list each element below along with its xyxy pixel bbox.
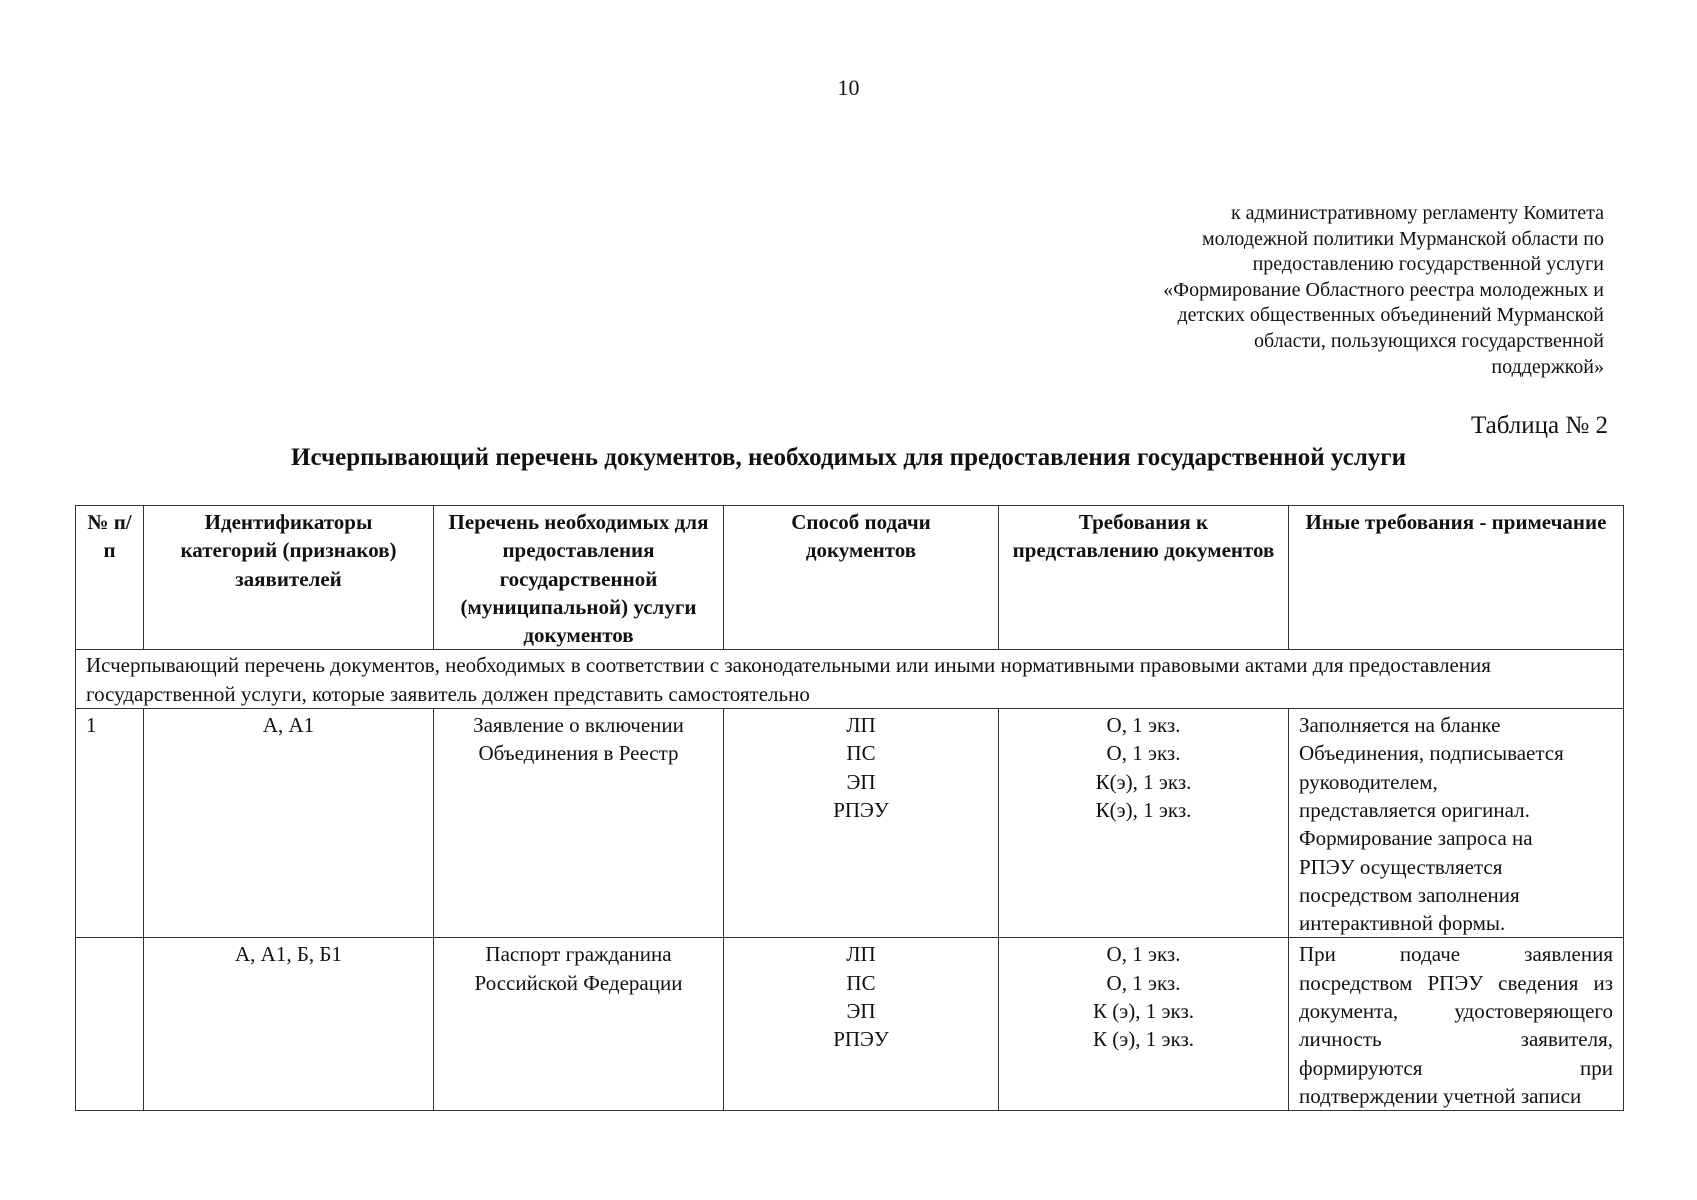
note-line: посредством РПЭУ сведения из xyxy=(1299,970,1613,995)
row-number xyxy=(76,938,144,1111)
header-line: предоставлению государственной услуги xyxy=(1252,253,1604,276)
method-item: ПС xyxy=(846,970,876,995)
section-title: Исчерпывающий перечень документов, необходимых в соответствии с законодательными или иными нормативными правовыми актами для предоставления государственной услуги, которые заявитель должен представить самостоятельно xyxy=(76,650,1624,709)
row-requirements xyxy=(999,938,1289,1111)
row-note xyxy=(1289,938,1624,1111)
requirement-item: К (э), 1 экз. xyxy=(1093,1027,1194,1052)
header-line: поддержкой» xyxy=(1491,355,1604,378)
note-line: РПЭУ осуществляется xyxy=(1299,854,1503,879)
requirement-item: К (э), 1 экз. xyxy=(1093,999,1194,1024)
header-line: детских общественных объединений Мурманской xyxy=(1177,304,1604,327)
row-categories: А, А1 xyxy=(144,709,434,938)
note-line: документа, удостоверяющего xyxy=(1299,999,1613,1024)
note-line: Объединения, подписывается xyxy=(1299,741,1564,766)
requirement-item: О, 1 экз. xyxy=(1106,741,1181,766)
note-line: При подаче заявления xyxy=(1299,942,1613,967)
note-line: формируются при xyxy=(1299,1055,1613,1080)
row-document: Заявление о включении Объединения в Реестр xyxy=(434,709,724,938)
requirement-item: О, 1 экз. xyxy=(1106,713,1181,738)
table-row xyxy=(76,938,1624,1111)
row-note xyxy=(1289,709,1624,938)
row-document: Паспорт гражданина Российской Федерации xyxy=(434,938,724,1111)
documents-table xyxy=(75,505,1624,1111)
row-methods xyxy=(724,938,999,1111)
header-cell-submission-method: Способ подачи документов xyxy=(724,506,999,650)
method-item: РПЭУ xyxy=(833,797,889,822)
note-line: посредством заполнения xyxy=(1299,882,1520,907)
note-line: личность заявителя, xyxy=(1299,1027,1613,1052)
header-cell-categories: Идентификаторы категорий (признаков) заявителей xyxy=(144,506,434,650)
table-title: Исчерпывающий перечень документов, необходимых для предоставления государственной услуги xyxy=(291,444,1406,471)
header-cell-number: № п/п xyxy=(76,506,144,650)
table-number: Таблица № 2 xyxy=(1470,412,1608,439)
note-line: Формирование запроса на xyxy=(1299,826,1533,851)
document-attachment-header xyxy=(1044,201,1604,380)
method-item: ЛП xyxy=(846,713,876,738)
row-requirements xyxy=(999,709,1289,938)
header-cell-notes: Иные требования - примечание xyxy=(1289,506,1624,650)
header-cell-requirements: Требования к представлению документов xyxy=(999,506,1289,650)
table-section-row xyxy=(76,650,1624,709)
header-line: «Формирование Областного реестра молодежных и xyxy=(1163,278,1604,301)
header-line: области, пользующихся государственной xyxy=(1254,329,1604,352)
note-line: Заполняется на бланке xyxy=(1299,713,1501,738)
note-line: руководителем, xyxy=(1299,769,1438,794)
row-number: 1 xyxy=(76,709,144,938)
requirement-item: О, 1 экз. xyxy=(1106,970,1181,995)
method-item: РПЭУ xyxy=(833,1027,889,1052)
requirement-item: К(э), 1 экз. xyxy=(1095,769,1192,794)
table-header-row xyxy=(76,506,1624,650)
method-item: ЛП xyxy=(846,942,876,967)
requirement-item: К(э), 1 экз. xyxy=(1095,797,1192,822)
row-methods xyxy=(724,709,999,938)
page-number: 10 xyxy=(837,75,860,100)
header-line: к административному регламенту Комитета xyxy=(1230,202,1604,224)
requirement-item: О, 1 экз. xyxy=(1106,942,1181,967)
header-line: молодежной политики Мурманской области по xyxy=(1202,227,1604,250)
table-row xyxy=(76,709,1624,938)
method-item: ПС xyxy=(846,741,876,766)
note-line: интерактивной формы. xyxy=(1299,911,1506,936)
header-cell-documents: Перечень необходимых для предоставления государственной (муниципальной) услуги документов xyxy=(434,506,724,650)
method-item: ЭП xyxy=(846,999,876,1024)
row-categories: А, А1, Б, Б1 xyxy=(144,938,434,1111)
method-item: ЭП xyxy=(846,769,876,794)
note-line: представляется оригинал. xyxy=(1299,797,1530,822)
note-line: подтверждении учетной записи xyxy=(1299,1083,1582,1108)
